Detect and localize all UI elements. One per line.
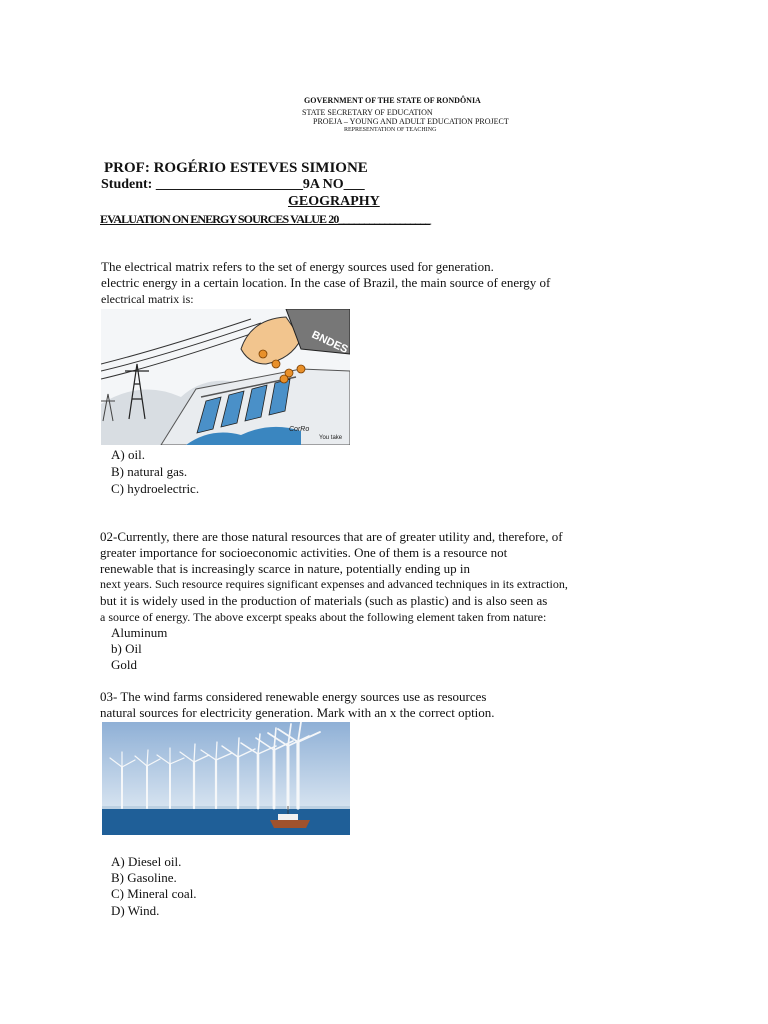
q2-line-4: next years. Such resource requires significant expenses and advanced techniques in its extraction, xyxy=(100,577,568,591)
evaluation-title: EVALUATION ON ENERGY SOURCES VALUE 20__________________ xyxy=(100,212,431,226)
wind-farm-photo xyxy=(102,722,350,835)
q2-option-1: Aluminum xyxy=(111,625,168,640)
header-project: PROEJA – YOUNG AND ADULT EDUCATION PROJECT xyxy=(313,117,509,126)
q3-option-a: A) Diesel oil. xyxy=(111,854,182,869)
student-line: Student: _____________________9A NO___ xyxy=(101,177,365,192)
subject-title: GEOGRAPHY xyxy=(288,194,380,209)
q1-line-2: electric energy in a certain location. In the case of Brazil, the main source of energy of xyxy=(101,275,551,290)
q2-line-2: greater importance for socioeconomic activities. One of them is a resource not xyxy=(100,545,508,560)
hydroelectric-cartoon xyxy=(101,309,350,445)
q3-option-d: D) Wind. xyxy=(111,903,160,918)
header-representation: REPRESENTATION OF TEACHING xyxy=(344,127,437,133)
q1-option-b: B) natural gas. xyxy=(111,464,188,479)
bank-label: BNDES xyxy=(309,328,350,356)
q2-option-2: b) Oil xyxy=(111,641,142,656)
q1-option-c: C) hydroelectric. xyxy=(111,481,200,496)
q2-line-6: a source of energy. The above excerpt speaks about the following element taken from nature: xyxy=(100,610,547,624)
q3-option-b: B) Gasoline. xyxy=(111,870,177,885)
q2-line-1: 02-Currently, there are those natural resources that are of greater utility and, therefore, of xyxy=(100,529,563,544)
q1-option-a: A) oil. xyxy=(111,447,145,462)
q3-line-2: natural sources for electricity generation. Mark with an x the correct option. xyxy=(100,705,495,720)
q2-option-3: Gold xyxy=(111,657,137,672)
cartoon-caption: You take xyxy=(319,435,343,441)
svg-text:CorRo: CorRo xyxy=(289,426,310,433)
q1-line-3: electrical matrix is: xyxy=(101,292,194,306)
header-secretary: STATE SECRETARY OF EDUCATION xyxy=(302,108,433,117)
q3-option-c: C) Mineral coal. xyxy=(111,886,197,901)
q2-line-3: renewable that is increasingly scarce in nature, potentially ending up in xyxy=(100,561,471,576)
q1-line-1: The electrical matrix refers to the set of energy sources used for generation. xyxy=(101,259,494,274)
q3-line-1: 03- The wind farms considered renewable energy sources use as resources xyxy=(100,689,487,704)
professor-name: PROF: ROGÉRIO ESTEVES SIMIONE xyxy=(104,160,368,176)
q2-line-5: but it is widely used in the production of materials (such as plastic) and is also seen as xyxy=(100,593,548,608)
header-government: GOVERNMENT OF THE STATE OF RONDÔNIA xyxy=(304,96,481,105)
